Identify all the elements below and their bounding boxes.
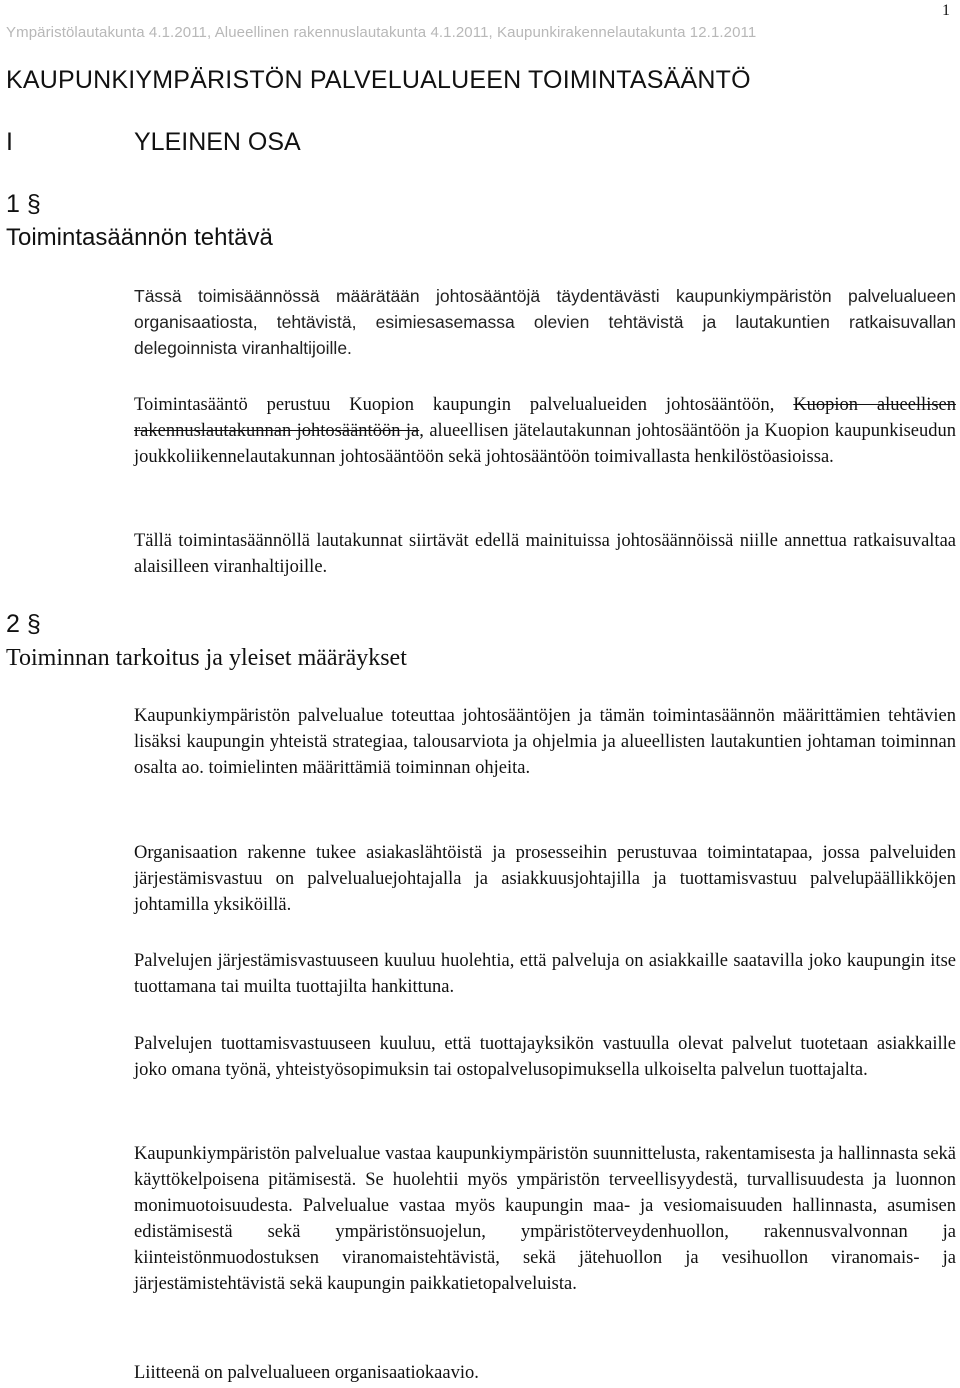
paragraph-text: , alueellisen jätelautakunnan johtosääntöön ja Kuopion kaupunkiseudun joukkoliikennelautakunnan johtosääntöön sekä johtosääntöön toimivallasta henkilöstöasioissa. [134, 421, 957, 467]
paragraph: Kaupunkiympäristön palvelualue vastaa kaupunkiympäristön suunnittelusta, rakentamisesta ja hallinnasta sekä käyttökelpoisena pitämisestä. Se huolehtii myös ympäristön terveellisyydestä, turvallisuudesta ja luonnon monimuotoisuudesta. Palvelualue vastaa myös kaupungin maa- ja vesiomaisuuden hallinnasta, asumisen edistämisestä sekä ympäristönsuojelun, ympäristöterveydenhuollon, rakennusvalvonnan ja kiinteistönmuodostuksen viranomaistehtävistä, sekä jätehuollon ja vesihuollon viranomais- ja järjestämistehtävistä sekä kaupungin paikkatietopalveluista. [134, 1144, 956, 1294]
paragraph: Palvelujen tuottamisvastuuseen kuuluu, että tuottajayksikön vastuulla olevat palvelut tuotetaan asiakkaille joko omana työnä, yhteistyösopimuksin tai ostopalvelusopimuksella ulkoiselta palvelun tuottajalta. [134, 1034, 956, 1080]
page-number: 1 [942, 2, 950, 19]
section-number: 2 § [6, 610, 41, 638]
paragraph: Liitteenä on palvelualueen organisaatiokaavio. [134, 1363, 479, 1383]
paragraph: Tässä toimisäännössä määrätään johtosääntöjä täydentävästi kaupunkiympäristön palvelualueen organisaatiosta, tehtävistä, esimiesasemassa olevien tehtävistä ja lautakuntien ratkaisuvallan delegoinnista viranhaltijoille. [134, 286, 956, 358]
paragraph-text: Toimintasääntö perustuu Kuopion kaupungin palvelualueiden johtosääntöön, [134, 395, 794, 415]
paragraph: Organisaation rakenne tukee asiakaslähtöistä ja prosesseihin perustuvaa toimintatapaa, jossa palveluiden järjestämisvastuu on palvelualuejohtajalla ja asiakkuusjohtajilla ja tuottamisvastuu palvelupäällikköjen johtamilla yksiköillä. [134, 843, 956, 915]
paragraph [134, 392, 956, 470]
paragraph: Palvelujen järjestämisvastuuseen kuuluu huolehtia, että palveluja on asiakkaille saatavilla joko kaupungin itse tuottamana tai muilta tuottajilta hankittuna. [134, 951, 956, 997]
section-title: Toiminnan tarkoitus ja yleiset määräykset [6, 645, 407, 671]
paragraph: Tällä toimintasäännöllä lautakunnat siirtävät edellä mainituissa johtosäännöissä niille annettua ratkaisuvaltaa alaisilleen viranhaltijoille. [134, 531, 956, 577]
part-name: YLEINEN OSA [134, 128, 301, 156]
section-title: Toimintasäännön tehtävä [6, 224, 273, 251]
paragraph: Kaupunkiympäristön palvelualue toteuttaa johtosääntöjen ja tämän toimintasäännön määrittämien tehtävien lisäksi kaupungin yhteistä strategiaa, talousarviota ja ohjelmia ja alueellisten lautakuntien johtaman toiminnan osalta ao. toimielinten määrittämiä toiminnan ohjeita. [134, 706, 956, 778]
part-number: I [6, 128, 13, 156]
section-number: 1 § [6, 190, 41, 218]
struck-text: Kuopion alueellisen rakennuslautakunnan johtosääntöön ja [134, 395, 956, 441]
document-title: KAUPUNKIYMPÄRISTÖN PALVELUALUEEN TOIMINTASÄÄNTÖ [6, 66, 751, 94]
meeting-header: Ympäristölautakunta 4.1.2011, Alueellinen rakennuslautakunta 4.1.2011, Kaupunkirakennelautakunta 12.1.2011 [6, 24, 757, 41]
